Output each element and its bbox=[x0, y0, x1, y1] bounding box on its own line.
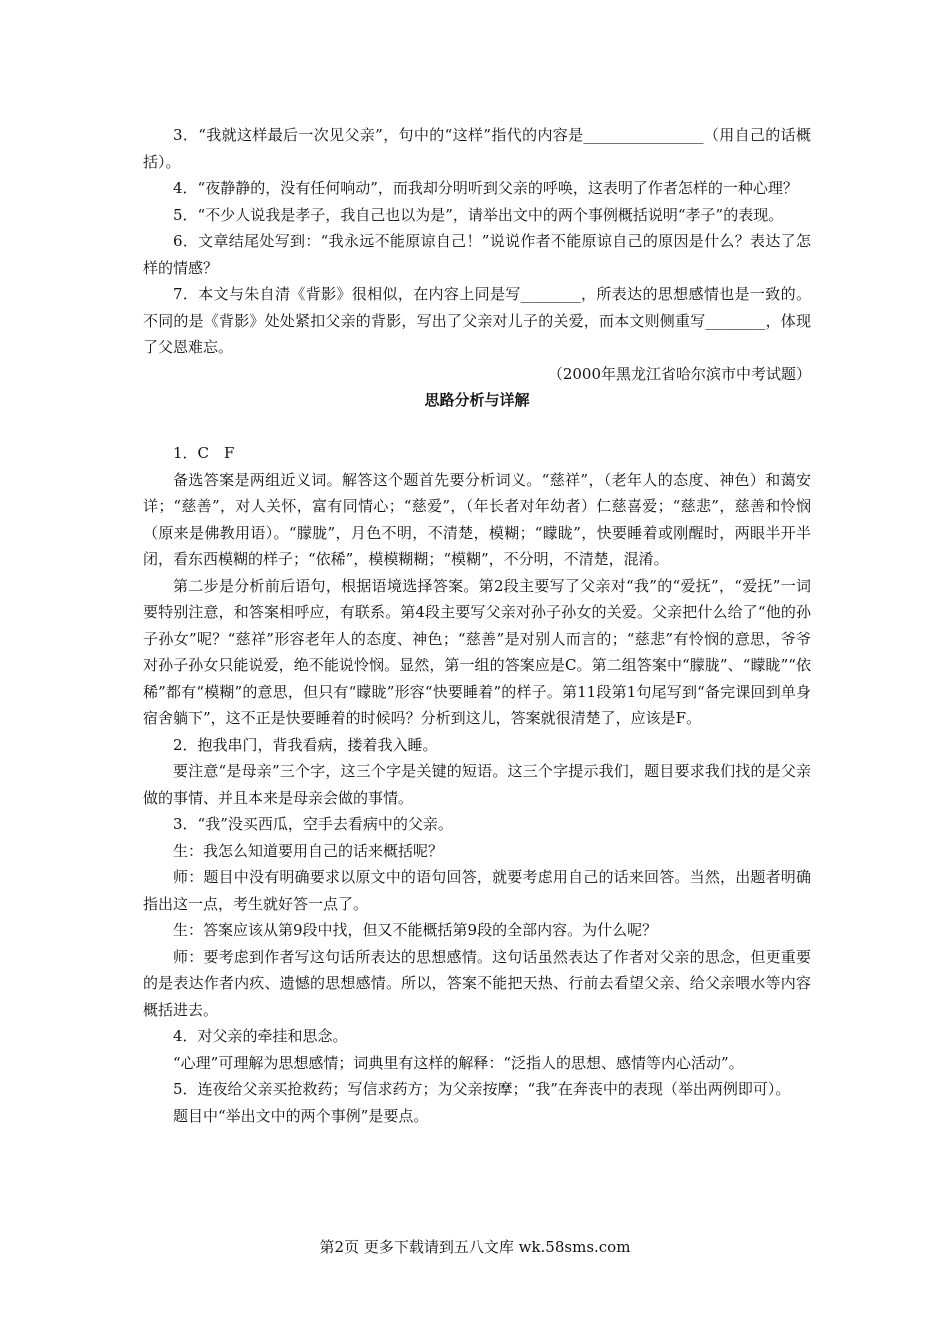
question-6: 6．文章结尾处写到：“我永远不能原谅自己！”说说作者不能原谅自己的原因是什么？表达了怎样的情感？ bbox=[143, 232, 811, 277]
question-5: 5．“不少人说我是孝子，我自己也以为是”，请举出文中的两个事例概括说明“孝子”的表现。 bbox=[173, 205, 784, 224]
answer-1-explanation-b: 第二步是分析前后语句，根据语境选择答案。第2段主要写了父亲对“我”的“爱抚”，“爱抚”一词要特别注意，和答案相呼应，有联系。第4段主要写父亲对孙子孙女的关爱。父亲把什么给了“他的孙子孙女”呢？“慈祥”形容老年人的态度、神色；“慈善”是对别人而言的；“慈悲”有怜悯的意思，爷爷对孙子孙女只能说爱，绝不能说怜悯。显然，第一组的答案应是C。第二组答案中“朦胧”、“矇眬”“依稀”都有“模糊”的意思，但只有“矇眬”形容“快要睡着”的样子。第11段第1句尾写到“备完课回到单身宿舍躺下”，这不正是快要睡着的时候吗？分析到这儿，答案就很清楚了，应该是F。 bbox=[143, 576, 811, 727]
question-7: 7．本文与朱自清《背影》很相似，在内容上同是写________，所表达的思想感情也是一致的。不同的是《背影》处处紧扣父亲的背影，写出了父亲对儿子的关爱，而本文则侧重写________，体现了父恩难忘。 bbox=[143, 285, 811, 356]
question-4: 4．“夜静静的，没有任何响动”，而我却分明听到父亲的呼唤，这表明了作者怎样的一种心理？ bbox=[173, 179, 798, 197]
dialogue-student-1: 生：我怎么知道要用自己的话来概括呢？ bbox=[173, 841, 444, 860]
section-heading: 思路分析与详解 bbox=[424, 391, 530, 409]
question-3: 3．“我就这样最后一次见父亲”，句中的“这样”指代的内容是________________（用自己的话概括）。 bbox=[143, 126, 811, 171]
answer-1-explanation-a: 备选答案是两组近义词。解答这个题首先要分析词义。“慈祥”，（老年人的态度、神色）和蔼安详；“慈善”，对人关怀，富有同情心；“慈爱”，（年长者对年幼者）仁慈喜爱；“慈悲”，慈善和怜悯（原来是佛教用语）。“朦胧”，月色不明，不清楚，模糊；“矇眬”，快要睡着或刚醒时，两眼半开半闭，看东西模糊的样子；“依稀”，模模糊糊；“模糊”，不分明，不清楚，混淆。 bbox=[143, 470, 811, 568]
source-note: （2000年黑龙江省哈尔滨市中考试题） bbox=[547, 364, 811, 383]
answer-4-explanation: “心理”可理解为思想感情；词典里有这样的解释：“泛指人的思想、感情等内心活动”。 bbox=[173, 1053, 744, 1072]
answer-5: 5．连夜给父亲买抢救药；写信求药方；为父亲按摩；“我”在奔丧中的表现（举出两例即可）。 bbox=[173, 1080, 791, 1098]
answer-4: 4．对父亲的牵挂和思念。 bbox=[173, 1027, 348, 1045]
document-body bbox=[143, 122, 811, 1129]
answer-2: 2．抱我串门，背我看病，搂着我入睡。 bbox=[173, 735, 438, 754]
answer-2-explanation: 要注意“是母亲”三个字，这三个字是关键的短语。这三个字提示我们，题目要求我们找的是父亲做的事情、并且本来是母亲会做的事情。 bbox=[143, 762, 811, 807]
answer-1: 1．C F bbox=[173, 444, 235, 462]
answer-5-explanation: 题目中“举出文中的两个事例”是要点。 bbox=[173, 1106, 429, 1125]
dialogue-student-2: 生：答案应该从第9段中找，但又不能概括第9段的全部内容。为什么呢？ bbox=[173, 921, 658, 939]
dialogue-teacher-1: 师：题目中没有明确要求以原文中的语句回答，就要考虑用自己的话来回答。当然，出题者明确指出这一点，考生就好答一点了。 bbox=[143, 868, 811, 913]
dialogue-teacher-2: 师：要考虑到作者写这句话所表达的思想感情。这句话虽然表达了作者对父亲的思念，但更重要的是表达作者内疚、遗憾的思想感情。所以，答案不能把天热、行前去看望父亲、给父亲喂水等内容概括进去。 bbox=[143, 947, 811, 1019]
page-footer: 第2页 更多下载请到五八文库 wk.58sms.com bbox=[319, 1238, 631, 1256]
answer-3: 3．“我”没买西瓜，空手去看病中的父亲。 bbox=[173, 815, 453, 833]
